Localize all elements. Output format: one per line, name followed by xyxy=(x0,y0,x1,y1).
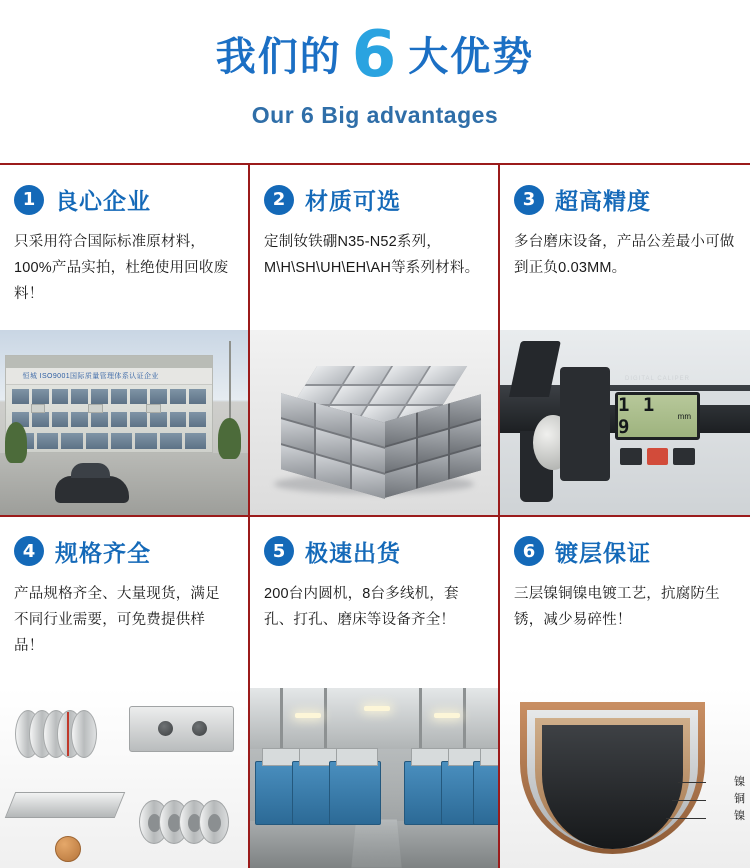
ac-unit xyxy=(31,404,45,413)
advantage-card-3 xyxy=(500,165,750,517)
workshop-roof xyxy=(250,688,498,749)
building-sign-text: 恒城 ISO9001国际质量管理体系认证企业 xyxy=(22,372,159,380)
card-number-badge: 1 xyxy=(14,185,44,215)
coating-label: 铜 xyxy=(734,793,745,806)
block-magnet-with-holes xyxy=(129,706,234,752)
caliper-slider xyxy=(560,367,610,482)
grinding-machine xyxy=(329,761,381,825)
card-title: 镀层保证 xyxy=(555,539,651,566)
caliper-unit-label: mm xyxy=(677,411,691,421)
page-subtitle: Our 6 Big advantages xyxy=(251,102,499,128)
ac-unit xyxy=(88,404,102,413)
ceiling-light xyxy=(364,706,390,711)
card-description: 定制钕铁硼N35-N52系列，M\H\SH\UH\EH\AH等系列材料。 xyxy=(264,234,480,276)
card-title: 极速出货 xyxy=(305,539,401,566)
factory-building-photo xyxy=(0,330,248,515)
window-row-lower xyxy=(12,412,206,427)
card-title: 良心企业 xyxy=(55,188,151,214)
card-description: 200台内圆机，8台多线机，套孔、打孔、磨床等设备齐全！ xyxy=(264,585,459,628)
title-prefix: 我们的 xyxy=(215,35,342,79)
advantage-card-5 xyxy=(250,517,500,868)
bar-magnet xyxy=(5,792,126,818)
coating-label: 镍 xyxy=(734,776,745,789)
card-description: 多台磨床设备，产品公差最小可做到正负0.03MM。 xyxy=(514,234,735,276)
magnet-cube-photo xyxy=(250,330,498,515)
card-description: 三层镍铜镍电镀工艺，抗腐防生锈，减少易碎性！ xyxy=(514,585,720,628)
ceiling-light xyxy=(434,713,460,718)
caliper-unit-button[interactable] xyxy=(647,448,669,465)
grinding-machine xyxy=(473,761,498,825)
card-number-badge: 6 xyxy=(514,536,544,566)
card-header xyxy=(514,183,736,216)
card-number-badge: 2 xyxy=(264,185,294,215)
advantage-card-2 xyxy=(250,165,500,517)
coating-label: 镍 xyxy=(734,810,745,823)
workshop-illustration xyxy=(250,688,498,868)
parked-car xyxy=(55,476,129,504)
window-row-upper xyxy=(12,389,206,404)
card-header xyxy=(14,535,234,568)
caliper-illustration xyxy=(500,330,750,515)
caliper-button-row[interactable] xyxy=(620,448,695,465)
caliper-onoff-button[interactable] xyxy=(620,448,642,465)
window-row-ground xyxy=(12,433,206,448)
card-title: 规格齐全 xyxy=(55,539,151,566)
card-title: 材质可选 xyxy=(305,188,401,214)
caliper-brand-text: DIGITAL CALIPER xyxy=(625,375,691,382)
title-number: 6 xyxy=(351,18,399,92)
poster-header xyxy=(0,0,750,163)
workshop-aisle xyxy=(352,819,402,867)
page-title xyxy=(0,18,750,92)
disc-red-marker xyxy=(67,712,69,756)
advantage-card-6 xyxy=(500,517,750,868)
card-title: 超高精度 xyxy=(555,188,651,214)
card-header xyxy=(264,535,484,568)
leader-line xyxy=(666,818,706,819)
advantages-grid xyxy=(0,163,750,868)
card-header xyxy=(514,535,736,568)
card-header xyxy=(14,183,234,216)
building-roof xyxy=(6,356,212,368)
arc-magnet-body xyxy=(520,702,705,853)
ring-magnet-stack xyxy=(139,800,235,844)
samples-illustration xyxy=(0,688,248,868)
leader-line xyxy=(672,800,706,801)
card-header xyxy=(264,183,484,216)
magnet-samples-photo xyxy=(0,688,248,868)
factory-building xyxy=(5,355,213,453)
tree xyxy=(218,418,240,459)
advantage-card-1 xyxy=(0,165,250,517)
caliper-zero-button[interactable] xyxy=(673,448,695,465)
size-reference-coin xyxy=(55,836,81,862)
disc-magnet-stack xyxy=(15,710,97,758)
leader-line xyxy=(678,782,706,783)
ceiling-light xyxy=(295,713,321,718)
magnet-cube xyxy=(269,366,479,486)
caliper-lcd-display xyxy=(615,392,700,440)
card-number-badge: 5 xyxy=(264,536,294,566)
digital-caliper-photo xyxy=(500,330,750,515)
tree xyxy=(5,422,27,463)
advantage-card-4 xyxy=(0,517,250,868)
cube-illustration xyxy=(250,330,498,515)
card-description: 产品规格齐全、大量现货，满足不同行业需要，可免费提供样品！ xyxy=(14,585,220,654)
coating-cross-section-photo xyxy=(500,688,750,868)
workshop-machines-photo xyxy=(250,688,498,868)
card-number-badge: 3 xyxy=(514,185,544,215)
card-number-badge: 4 xyxy=(14,536,44,566)
caliper-reading-value: 1 1 9 xyxy=(618,394,656,439)
ac-unit xyxy=(146,404,160,413)
card-description: 只采用符合国际标准原材料，100%产品实拍，杜绝使用回收废料！ xyxy=(14,234,229,302)
coating-label-group xyxy=(734,774,745,825)
coating-illustration xyxy=(500,688,750,868)
title-suffix: 大优势 xyxy=(408,35,535,79)
factory-illustration xyxy=(0,330,248,515)
